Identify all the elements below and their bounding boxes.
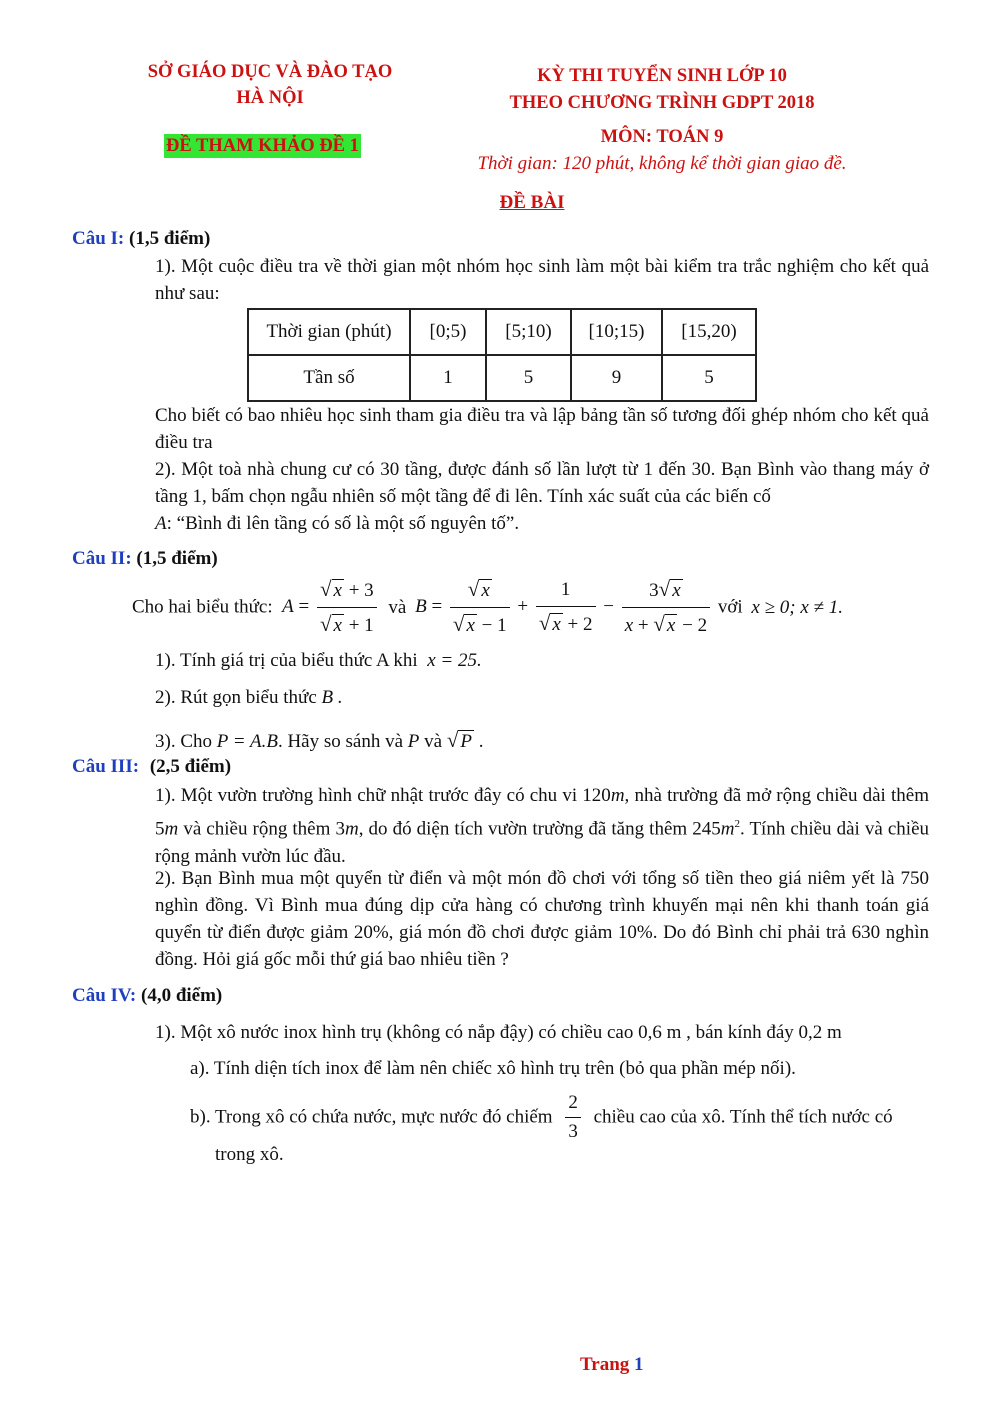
domain-condition: x ≥ 0; x ≠ 1.	[751, 596, 843, 618]
question-4-part-b: b). Trong xô có chứa nước, mực nước đó chiếm $\frac{2}{3}$ chiều cao của xô. Tính thể tích nước có	[190, 1092, 893, 1142]
p-variable: P	[407, 731, 420, 752]
and-word: và	[388, 596, 407, 618]
two-thirds-fraction: $\frac{2}{3}$	[565, 1092, 581, 1143]
question-2-part-1: 1). Tính giá trị của biểu thức A khi x = 25.	[155, 650, 482, 671]
time-note: Thời gian: 120 phút, không kể thời gian giao đề.	[477, 153, 847, 174]
table-frequency: 5	[662, 355, 756, 401]
table-row-label: Tần số	[248, 355, 410, 401]
question-3-label: Câu III:	[72, 756, 140, 777]
question-1-part-1-text: 1). Một cuộc điều tra về thời gian một nhóm học sinh làm một bài kiểm tra trắc nghiệm cho kết quả như sau:	[155, 256, 929, 304]
table-header-label: Thời gian (phút)	[248, 309, 410, 355]
question-2-points: (1,5 điểm)	[136, 548, 218, 569]
question-4-heading	[72, 985, 222, 1007]
p-equation: P = A.B	[216, 731, 278, 752]
question-2-label: Câu II:	[72, 548, 132, 569]
table-interval: [15,20)	[662, 309, 756, 355]
x-value: x = 25.	[427, 650, 482, 671]
page-number: 1	[634, 1354, 644, 1375]
question-4-part-b-end: trong xô.	[215, 1144, 284, 1165]
expressions-line	[132, 576, 843, 639]
city-name: HÀ NỘI	[236, 88, 304, 108]
question-1-event	[155, 510, 519, 537]
event-text: : “Bình đi lên tầng có số là một số nguyên tố”.	[166, 513, 520, 534]
exam-name: KỲ THI TUYỂN SINH LỚP 10	[537, 66, 787, 86]
question-3-part-1: 1). Một vườn trường hình chữ nhật trước đây có chu vi 120m, nhà trường đã mở rộng chiều dài thêm 5m và chiều rộng thêm 3m, do đó diện tích vườn trường đã tăng thêm $245m^2$. Tính chiều dài và chiều rộng mảnh vườn lúc đầu.	[155, 785, 930, 868]
question-4-part-a: a). Tính diện tích inox để làm nên chiếc xô hình trụ trên (bỏ qua phần mép nối).	[190, 1058, 796, 1079]
question-1-part-1-question: Cho biết có bao nhiêu học sinh tham gia điều tra và lập bảng tần số tương đối ghép nhóm cho kết quả điều tra	[155, 405, 929, 453]
table-frequency: 9	[571, 355, 662, 401]
question-4-part-1: 1). Một xô nước inox hình trụ (không có nắp đậy) có chiều cao 0,6 m , bán kính đáy 0,2 m	[155, 1022, 842, 1043]
question-3-part-2: 2). Bạn Bình mua một quyển từ điển và một món đồ chơi với tổng số tiền theo giá niêm yết là 750 nghìn đồng. Vì Bình mua đúng dịp cửa hàng có chương trình khuyến mại nên khi thanh toán giá quyển từ điển được giảm 20%, giá món đồ chơi được giảm 10%. Do đó Bình chỉ phải trả 630 nghìn đồng. Hỏi giá gốc mỗi thứ giá bao nhiêu tiền ?	[155, 868, 929, 970]
question-2-heading	[72, 548, 218, 570]
department-name: SỞ GIÁO DỤC VÀ ĐÀO TẠO	[147, 62, 393, 82]
question-1-part-2-text: 2). Một toà nhà chung cư có 30 tầng, được đánh số lần lượt từ 1 đến 30. Bạn Bình vào thang máy ở tầng 1, bấm chọn ngẫu nhiên số một tầng để đi lên. Tính xác suất của các biến cố	[155, 459, 929, 507]
table-frequency: 1	[410, 355, 486, 401]
question-3-points: (2,5 điểm)	[149, 756, 232, 777]
sqrt-p: √ P .	[446, 728, 484, 752]
table-frequency: 5	[486, 355, 571, 401]
with-word: với	[717, 596, 743, 618]
table-interval: [10;15)	[571, 309, 662, 355]
question-1-label: Câu I:	[72, 228, 125, 249]
expressions-intro: Cho hai biểu thức:	[132, 596, 273, 618]
curriculum-name: THEO CHƯƠNG TRÌNH GDPT 2018	[509, 93, 815, 113]
expression-b: B = $\frac{√ x}{√ x - 1}$ + $\frac{1}{√ x + 2}$ − $\frac{3√ x}{x + √ x - 2}$	[415, 596, 718, 617]
page-label: Trang	[580, 1354, 630, 1375]
frequency-table	[247, 308, 757, 402]
question-3-heading	[72, 756, 231, 778]
question-1-heading	[72, 228, 210, 250]
question-2-part-2: 2). Rút gọn biểu thức B .	[155, 687, 343, 708]
exam-title: ĐỀ BÀI	[499, 192, 565, 213]
event-variable: A	[155, 513, 167, 534]
expression-a: A = $\frac{√ x + 3}{√ x + 1}$	[277, 596, 384, 617]
b-variable: B .	[321, 687, 343, 708]
page-footer	[580, 1354, 644, 1376]
subject-name: MÔN: TOÁN 9	[600, 127, 724, 147]
table-interval: [5;10)	[486, 309, 571, 355]
question-4-label: Câu IV:	[72, 985, 137, 1006]
question-1-points: (1,5 điểm)	[129, 228, 211, 249]
reference-exam-badge: ĐỀ THAM KHẢO ĐỀ 1	[166, 136, 359, 156]
table-interval: [0;5)	[410, 309, 486, 355]
question-2-part-3: 3). Cho P = A.B. Hãy so sánh và P và √ P .	[155, 728, 484, 752]
question-4-points: (4,0 điểm)	[141, 985, 223, 1006]
